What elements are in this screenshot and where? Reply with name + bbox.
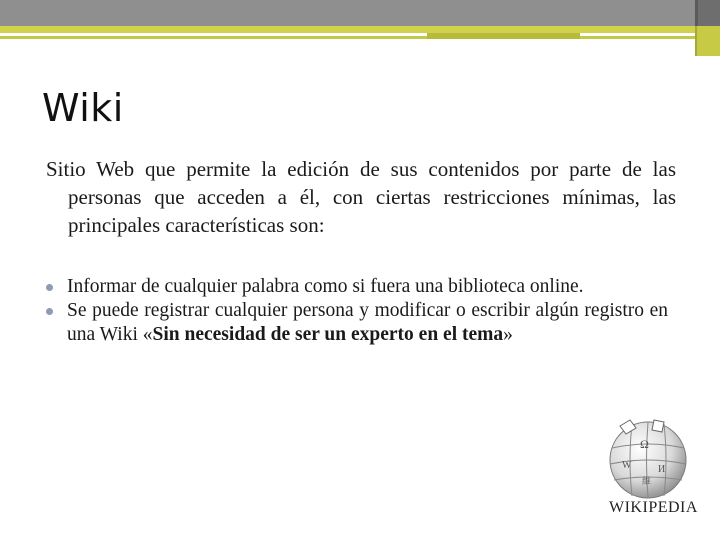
top-bar-corner — [695, 0, 720, 26]
svg-text:И: И — [658, 464, 666, 475]
bullet-text-bold: Sin necesidad de ser un experto en el tema — [152, 324, 504, 345]
accent-corner-block — [695, 26, 720, 56]
slide-intro: Sitio Web que permite la edición de sus contenidos por parte de las personas que acceden a él, con ciertas restricciones mínimas, las principales características son: — [46, 157, 676, 237]
bullet-text-after: » — [503, 324, 513, 345]
bullet-text-before: Se puede registrar cualquier persona y modificar o escribir algún registro en una Wiki « — [67, 300, 668, 345]
bullet-item — [46, 275, 668, 299]
svg-text:維: 維 — [642, 476, 652, 486]
svg-text:W: W — [622, 460, 632, 471]
accent-stripe-lower — [0, 36, 720, 39]
wikipedia-wordmark: WIKIPEDIA — [609, 499, 698, 516]
bullet-list — [46, 275, 668, 347]
bullet-dot-icon — [46, 308, 53, 315]
bullet-dot-icon — [46, 284, 53, 291]
slide-title: Wiki — [42, 86, 124, 130]
bullet-text: Informar de cualquier palabra como si fuera una biblioteca online. — [67, 276, 584, 297]
accent-stripe — [0, 26, 720, 33]
accent-stripe-dark-segment — [427, 33, 580, 39]
svg-text:Ω: Ω — [640, 437, 649, 451]
top-bar — [0, 0, 720, 26]
bullet-item — [46, 299, 668, 347]
